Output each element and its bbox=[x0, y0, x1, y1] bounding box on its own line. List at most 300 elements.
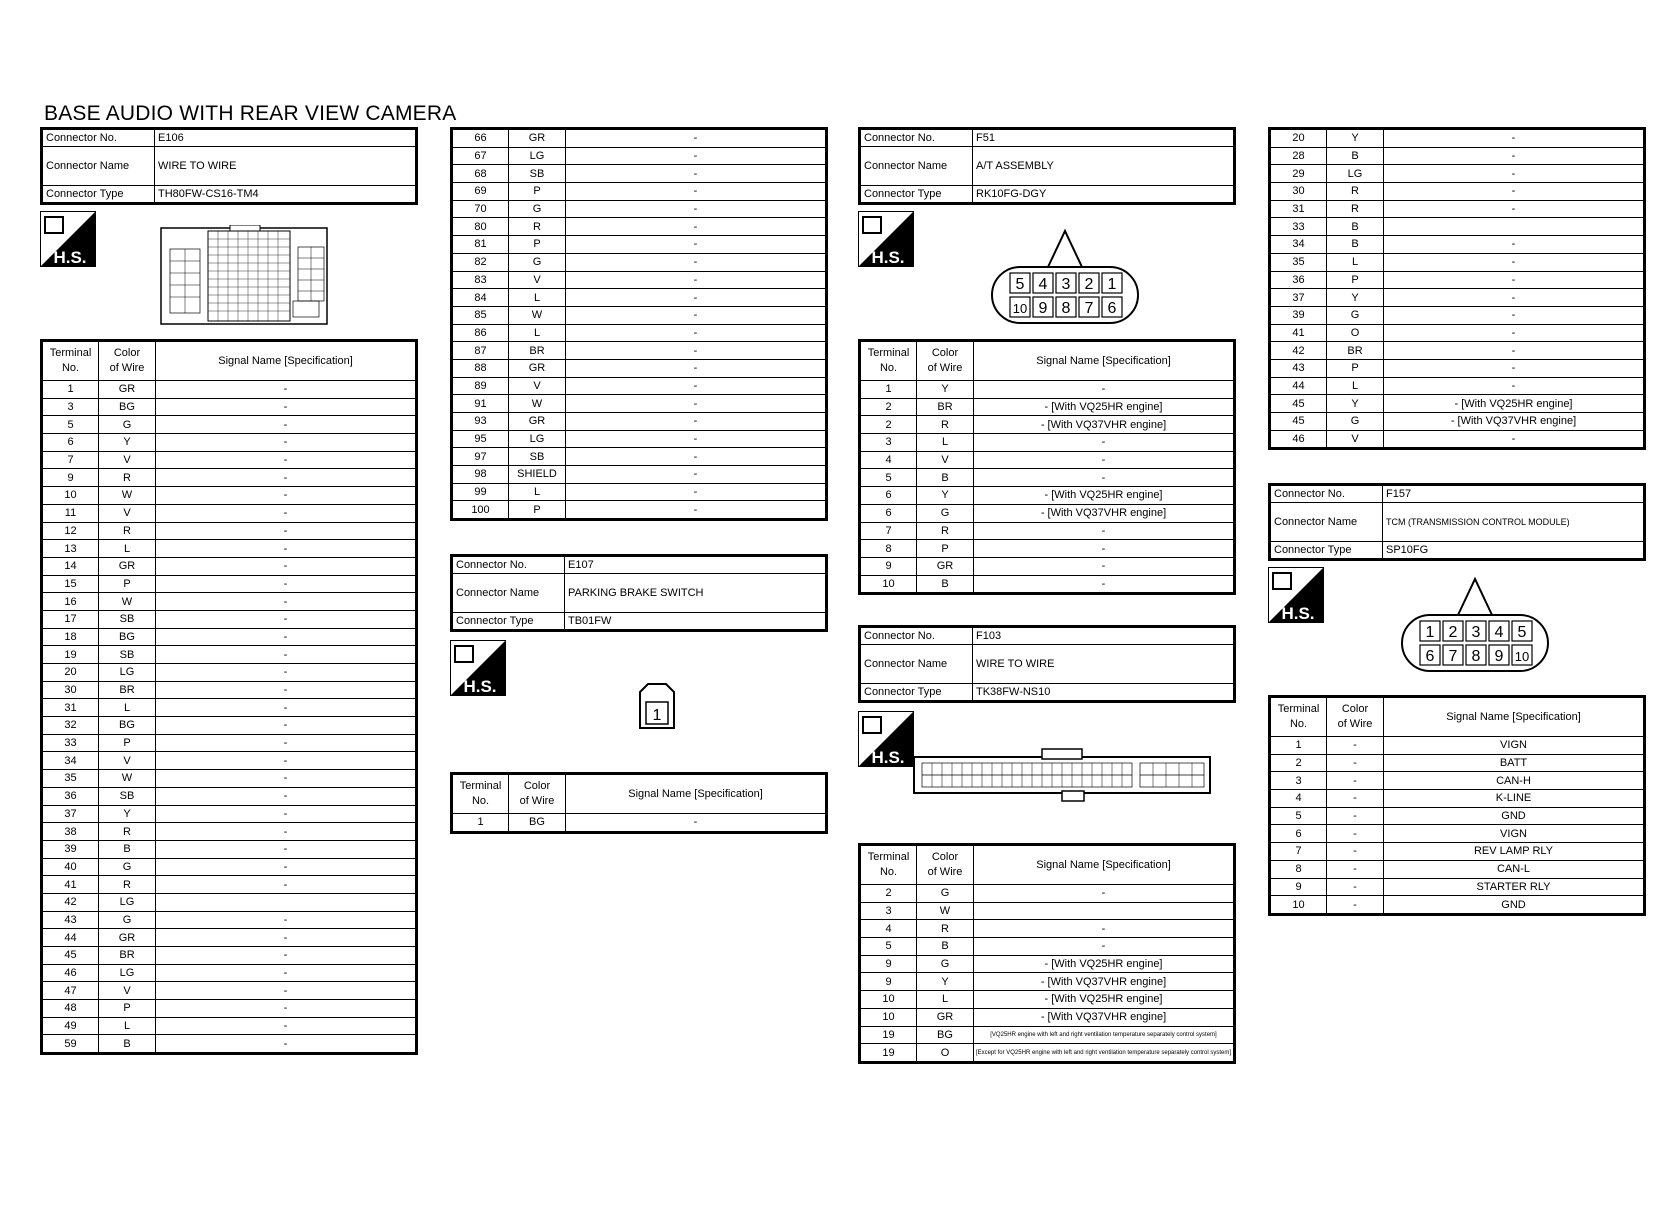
pin-label: 10 bbox=[1012, 301, 1028, 316]
table-row bbox=[452, 306, 827, 324]
table-row bbox=[860, 991, 1235, 1009]
page-title: BASE AUDIO WITH REAR VIEW CAMERA bbox=[44, 102, 457, 125]
table-row bbox=[860, 973, 1235, 991]
signal-cell: - bbox=[156, 522, 417, 540]
signal-cell: - bbox=[566, 306, 827, 324]
color-cell: L bbox=[99, 540, 156, 558]
table-row bbox=[42, 646, 417, 664]
table-row bbox=[452, 448, 827, 466]
table-row bbox=[1270, 253, 1645, 271]
signal-cell: - bbox=[566, 253, 827, 271]
pin-label: 8 bbox=[1061, 300, 1071, 317]
table-row bbox=[1270, 306, 1645, 324]
terminal-cell: 67 bbox=[452, 147, 509, 165]
color-cell: - bbox=[1327, 754, 1384, 772]
terminal-cell: 85 bbox=[452, 306, 509, 324]
table-row bbox=[1270, 271, 1645, 289]
table-row bbox=[1270, 359, 1645, 377]
signal-cell: - bbox=[566, 814, 827, 833]
header-terminal: Terminal No. bbox=[42, 341, 99, 381]
signal-cell: - bbox=[566, 147, 827, 165]
connector-name-value: TCM (TRANSMISSION CONTROL MODULE) bbox=[1383, 503, 1645, 542]
terminal-cell: 88 bbox=[452, 359, 509, 377]
table-row bbox=[1270, 183, 1645, 201]
connector-info-e106 bbox=[40, 127, 418, 205]
color-cell: B bbox=[1327, 147, 1384, 165]
signal-cell: - bbox=[156, 1017, 417, 1035]
table-row bbox=[860, 955, 1235, 973]
pin-label: 10 bbox=[1514, 649, 1530, 664]
signal-cell: - bbox=[156, 610, 417, 628]
signal-cell: - bbox=[566, 359, 827, 377]
label-connector-name: Connector Name bbox=[1270, 503, 1383, 542]
signal-cell: - bbox=[156, 752, 417, 770]
connector-no-value: E107 bbox=[565, 556, 827, 574]
signal-cell: - bbox=[1384, 324, 1645, 342]
color-cell: Y bbox=[1327, 395, 1384, 413]
signal-cell: GND bbox=[1384, 807, 1645, 825]
color-cell: Y bbox=[1327, 129, 1384, 148]
color-cell: G bbox=[99, 911, 156, 929]
color-cell: G bbox=[917, 504, 974, 522]
color-cell: V bbox=[1327, 430, 1384, 449]
color-cell: P bbox=[1327, 359, 1384, 377]
terminal-cell: 7 bbox=[1270, 843, 1327, 861]
terminal-cell: 29 bbox=[1270, 165, 1327, 183]
connector-no-value: E106 bbox=[155, 129, 417, 147]
signal-cell: - bbox=[156, 434, 417, 452]
pin-label: 3 bbox=[1061, 276, 1071, 293]
color-cell: W bbox=[99, 487, 156, 505]
terminal-cell: 39 bbox=[1270, 306, 1327, 324]
signal-cell: - bbox=[156, 823, 417, 841]
pin-table-e107 bbox=[450, 772, 828, 834]
terminal-cell: 6 bbox=[42, 434, 99, 452]
signal-cell: - bbox=[1384, 342, 1645, 360]
pin-label: 3 bbox=[1471, 624, 1481, 641]
table-row bbox=[42, 593, 417, 611]
color-cell: W bbox=[509, 395, 566, 413]
table-row bbox=[860, 416, 1235, 434]
table-row bbox=[42, 469, 417, 487]
color-cell: GR bbox=[917, 557, 974, 575]
terminal-cell: 1 bbox=[452, 814, 509, 833]
terminal-cell: 1 bbox=[1270, 737, 1327, 755]
table-row bbox=[860, 920, 1235, 938]
terminal-cell: 16 bbox=[42, 593, 99, 611]
color-cell: BG bbox=[917, 1026, 974, 1044]
color-cell: - bbox=[1327, 772, 1384, 790]
signal-cell: - bbox=[974, 381, 1235, 399]
color-cell: LG bbox=[509, 430, 566, 448]
label-connector-type: Connector Type bbox=[860, 684, 973, 702]
color-cell: V bbox=[509, 377, 566, 395]
table-row bbox=[42, 717, 417, 735]
terminal-cell: 20 bbox=[1270, 129, 1327, 148]
svg-text:1: 1 bbox=[652, 707, 662, 724]
table-row bbox=[452, 466, 827, 484]
signal-cell: - bbox=[156, 982, 417, 1000]
signal-cell: - bbox=[566, 165, 827, 183]
table-row bbox=[860, 938, 1235, 956]
signal-cell: - bbox=[156, 469, 417, 487]
pin-table-e106-continued bbox=[450, 127, 828, 521]
connector-type-value: TK38FW-NS10 bbox=[973, 684, 1235, 702]
color-cell: L bbox=[99, 699, 156, 717]
table-row bbox=[1270, 807, 1645, 825]
signal-cell: [VQ25HR engine with left and right ventilation temperature separately control system] bbox=[974, 1026, 1235, 1044]
color-cell: G bbox=[509, 253, 566, 271]
color-cell: BR bbox=[509, 342, 566, 360]
color-cell: LG bbox=[99, 893, 156, 911]
signal-cell: - [With VQ37VHR engine] bbox=[974, 1008, 1235, 1026]
signal-cell: - bbox=[566, 413, 827, 431]
signal-cell: - bbox=[156, 770, 417, 788]
table-row bbox=[860, 1026, 1235, 1044]
header-color: Color of Wire bbox=[917, 341, 974, 381]
table-row bbox=[860, 1044, 1235, 1063]
signal-cell: - bbox=[566, 395, 827, 413]
signal-cell: VIGN bbox=[1384, 737, 1645, 755]
signal-cell: - bbox=[974, 920, 1235, 938]
terminal-cell: 84 bbox=[452, 289, 509, 307]
signal-cell bbox=[1384, 218, 1645, 236]
signal-cell bbox=[156, 893, 417, 911]
table-row bbox=[42, 487, 417, 505]
table-row bbox=[42, 664, 417, 682]
color-cell: G bbox=[1327, 306, 1384, 324]
signal-cell: - bbox=[1384, 271, 1645, 289]
color-cell: LG bbox=[99, 664, 156, 682]
signal-cell: - bbox=[974, 434, 1235, 452]
table-row bbox=[42, 823, 417, 841]
signal-cell: - [With VQ25HR engine] bbox=[974, 487, 1235, 505]
hs-connector-icon bbox=[1268, 567, 1324, 623]
label-connector-type: Connector Type bbox=[42, 186, 155, 204]
terminal-cell: 91 bbox=[452, 395, 509, 413]
terminal-cell: 70 bbox=[452, 200, 509, 218]
terminal-cell: 5 bbox=[860, 469, 917, 487]
terminal-cell: 37 bbox=[42, 805, 99, 823]
signal-cell: - bbox=[566, 200, 827, 218]
signal-cell: - bbox=[156, 575, 417, 593]
terminal-cell: 9 bbox=[42, 469, 99, 487]
signal-cell: - [With VQ37VHR engine] bbox=[1384, 413, 1645, 431]
signal-cell: - bbox=[1384, 236, 1645, 254]
header-signal: Signal Name [Specification] bbox=[1384, 697, 1645, 737]
table-row bbox=[42, 787, 417, 805]
connector-type-value: SP10FG bbox=[1383, 542, 1645, 560]
table-row bbox=[452, 183, 827, 201]
svg-text:H.S.: H.S. bbox=[871, 748, 905, 767]
signal-cell: - bbox=[156, 717, 417, 735]
terminal-cell: 31 bbox=[42, 699, 99, 717]
table-row bbox=[1270, 236, 1645, 254]
table-row bbox=[452, 501, 827, 520]
table-row bbox=[1270, 843, 1645, 861]
terminal-cell: 32 bbox=[42, 717, 99, 735]
hs-connector-icon bbox=[858, 711, 914, 767]
table-row bbox=[452, 483, 827, 501]
color-cell: - bbox=[1327, 878, 1384, 896]
table-row bbox=[1270, 772, 1645, 790]
terminal-cell: 33 bbox=[42, 734, 99, 752]
signal-cell: - bbox=[156, 451, 417, 469]
terminal-cell: 5 bbox=[1270, 807, 1327, 825]
table-row bbox=[42, 964, 417, 982]
terminal-cell: 15 bbox=[42, 575, 99, 593]
terminal-cell: 7 bbox=[42, 451, 99, 469]
color-cell: - bbox=[1327, 843, 1384, 861]
signal-cell: - bbox=[566, 183, 827, 201]
color-cell: V bbox=[99, 451, 156, 469]
table-row bbox=[860, 469, 1235, 487]
table-row bbox=[860, 451, 1235, 469]
table-row bbox=[42, 504, 417, 522]
table-row bbox=[452, 289, 827, 307]
connector-face-diagram bbox=[1400, 575, 1550, 675]
terminal-cell: 86 bbox=[452, 324, 509, 342]
table-row bbox=[42, 434, 417, 452]
color-cell: Y bbox=[1327, 289, 1384, 307]
signal-cell: - bbox=[566, 271, 827, 289]
table-row bbox=[1270, 878, 1645, 896]
table-row bbox=[1270, 896, 1645, 915]
pin-label: 2 bbox=[1084, 276, 1094, 293]
color-cell: P bbox=[509, 183, 566, 201]
color-cell: Y bbox=[99, 434, 156, 452]
terminal-cell: 47 bbox=[42, 982, 99, 1000]
color-cell: G bbox=[99, 416, 156, 434]
connector-e107 bbox=[450, 554, 828, 834]
signal-cell: CAN-L bbox=[1384, 860, 1645, 878]
terminal-cell: 44 bbox=[1270, 377, 1327, 395]
table-row bbox=[452, 324, 827, 342]
signal-cell: - bbox=[156, 947, 417, 965]
terminal-cell: 13 bbox=[42, 540, 99, 558]
terminal-cell: 36 bbox=[42, 787, 99, 805]
table-row bbox=[42, 947, 417, 965]
terminal-cell: 19 bbox=[42, 646, 99, 664]
color-cell: B bbox=[917, 938, 974, 956]
table-row bbox=[42, 557, 417, 575]
signal-cell: - bbox=[156, 664, 417, 682]
signal-cell: - bbox=[156, 840, 417, 858]
table-row bbox=[860, 885, 1235, 903]
color-cell: LG bbox=[509, 147, 566, 165]
signal-cell: - bbox=[156, 929, 417, 947]
label-connector-name: Connector Name bbox=[860, 645, 973, 684]
terminal-cell: 41 bbox=[42, 876, 99, 894]
terminal-cell: 14 bbox=[42, 557, 99, 575]
table-row bbox=[860, 504, 1235, 522]
color-cell: W bbox=[509, 306, 566, 324]
signal-cell: - bbox=[1384, 359, 1645, 377]
terminal-cell: 28 bbox=[1270, 147, 1327, 165]
pin-label: 2 bbox=[1448, 624, 1458, 641]
label-connector-name: Connector Name bbox=[860, 147, 973, 186]
terminal-cell: 10 bbox=[1270, 896, 1327, 915]
table-row bbox=[42, 381, 417, 399]
signal-cell: - bbox=[156, 876, 417, 894]
signal-cell: - [With VQ25HR engine] bbox=[974, 398, 1235, 416]
terminal-cell: 35 bbox=[42, 770, 99, 788]
table-row bbox=[42, 628, 417, 646]
terminal-cell: 89 bbox=[452, 377, 509, 395]
connector-no-value: F103 bbox=[973, 627, 1235, 645]
terminal-cell: 66 bbox=[452, 129, 509, 148]
color-cell: - bbox=[1327, 737, 1384, 755]
terminal-cell: 43 bbox=[1270, 359, 1327, 377]
pin-label: 9 bbox=[1494, 648, 1504, 665]
signal-cell: - bbox=[974, 522, 1235, 540]
color-cell: P bbox=[509, 236, 566, 254]
terminal-cell: 45 bbox=[1270, 413, 1327, 431]
header-color: Color of Wire bbox=[509, 774, 566, 814]
color-cell: W bbox=[99, 770, 156, 788]
signal-cell: STARTER RLY bbox=[1384, 878, 1645, 896]
signal-cell: - bbox=[156, 734, 417, 752]
terminal-cell: 9 bbox=[860, 557, 917, 575]
terminal-cell: 19 bbox=[860, 1026, 917, 1044]
connector-f157 bbox=[1268, 483, 1646, 916]
table-row bbox=[452, 814, 827, 833]
color-cell: LG bbox=[99, 964, 156, 982]
terminal-cell: 10 bbox=[860, 575, 917, 594]
color-cell: BG bbox=[99, 398, 156, 416]
color-cell: G bbox=[99, 858, 156, 876]
color-cell: R bbox=[99, 522, 156, 540]
table-row bbox=[42, 540, 417, 558]
terminal-cell: 19 bbox=[860, 1044, 917, 1063]
terminal-cell: 37 bbox=[1270, 289, 1327, 307]
terminal-cell: 30 bbox=[1270, 183, 1327, 201]
table-row bbox=[42, 893, 417, 911]
table-row bbox=[42, 1035, 417, 1054]
terminal-cell: 3 bbox=[1270, 772, 1327, 790]
connector-name-value: PARKING BRAKE SWITCH bbox=[565, 574, 827, 613]
terminal-cell: 100 bbox=[452, 501, 509, 520]
label-connector-name: Connector Name bbox=[42, 147, 155, 186]
table-row bbox=[1270, 218, 1645, 236]
table-row bbox=[42, 805, 417, 823]
color-cell: V bbox=[917, 451, 974, 469]
color-cell: GR bbox=[99, 929, 156, 947]
signal-cell: - [With VQ37VHR engine] bbox=[974, 504, 1235, 522]
terminal-cell: 5 bbox=[860, 938, 917, 956]
table-row bbox=[1270, 430, 1645, 449]
signal-cell: - bbox=[1384, 165, 1645, 183]
label-connector-no: Connector No. bbox=[42, 129, 155, 147]
table-row bbox=[860, 381, 1235, 399]
color-cell: - bbox=[1327, 896, 1384, 915]
pin-label: 6 bbox=[1107, 300, 1117, 317]
terminal-cell: 20 bbox=[42, 664, 99, 682]
terminal-cell: 8 bbox=[1270, 860, 1327, 878]
table-row bbox=[42, 451, 417, 469]
signal-cell: - bbox=[974, 540, 1235, 558]
connector-f51 bbox=[858, 127, 1236, 595]
pin-label: 4 bbox=[1494, 624, 1504, 641]
terminal-cell: 69 bbox=[452, 183, 509, 201]
color-cell: SB bbox=[509, 165, 566, 183]
terminal-cell: 12 bbox=[42, 522, 99, 540]
terminal-cell: 48 bbox=[42, 1000, 99, 1018]
terminal-cell: 6 bbox=[860, 504, 917, 522]
color-cell: - bbox=[1327, 790, 1384, 808]
signal-cell: - bbox=[156, 416, 417, 434]
table-row bbox=[452, 377, 827, 395]
terminal-cell: 43 bbox=[42, 911, 99, 929]
pin-label: 4 bbox=[1038, 276, 1048, 293]
color-cell: B bbox=[1327, 218, 1384, 236]
connector-type-value: RK10FG-DGY bbox=[973, 186, 1235, 204]
svg-text:H.S.: H.S. bbox=[53, 248, 87, 267]
connector-face-diagram bbox=[990, 227, 1140, 327]
terminal-cell: 99 bbox=[452, 483, 509, 501]
terminal-cell: 7 bbox=[860, 522, 917, 540]
label-connector-no: Connector No. bbox=[860, 627, 973, 645]
terminal-cell: 4 bbox=[1270, 790, 1327, 808]
table-row bbox=[1270, 147, 1645, 165]
signal-cell: - [With VQ37VHR engine] bbox=[974, 973, 1235, 991]
color-cell: R bbox=[99, 876, 156, 894]
color-cell: P bbox=[509, 501, 566, 520]
color-cell: GR bbox=[99, 557, 156, 575]
header-terminal: Terminal No. bbox=[860, 845, 917, 885]
color-cell: GR bbox=[509, 359, 566, 377]
table-row bbox=[42, 858, 417, 876]
terminal-cell: 36 bbox=[1270, 271, 1327, 289]
color-cell: Y bbox=[917, 973, 974, 991]
color-cell: SB bbox=[509, 448, 566, 466]
color-cell: L bbox=[509, 483, 566, 501]
signal-cell: - bbox=[566, 324, 827, 342]
terminal-cell: 9 bbox=[1270, 878, 1327, 896]
table-row bbox=[860, 434, 1235, 452]
table-row bbox=[452, 413, 827, 431]
table-row bbox=[1270, 395, 1645, 413]
signal-cell: - bbox=[974, 938, 1235, 956]
terminal-cell: 41 bbox=[1270, 324, 1327, 342]
color-cell: Y bbox=[917, 487, 974, 505]
signal-cell: BATT bbox=[1384, 754, 1645, 772]
label-connector-no: Connector No. bbox=[860, 129, 973, 147]
table-row bbox=[42, 522, 417, 540]
signal-cell: - [With VQ25HR engine] bbox=[1384, 395, 1645, 413]
signal-cell: - bbox=[1384, 306, 1645, 324]
label-connector-no: Connector No. bbox=[1270, 485, 1383, 503]
pin-label: 1 bbox=[1425, 624, 1435, 641]
signal-cell: - bbox=[566, 483, 827, 501]
terminal-cell: 2 bbox=[860, 416, 917, 434]
connector-info-e107 bbox=[450, 554, 828, 632]
table-row bbox=[1270, 324, 1645, 342]
color-cell: - bbox=[1327, 807, 1384, 825]
signal-cell: - bbox=[156, 398, 417, 416]
label-connector-type: Connector Type bbox=[452, 613, 565, 631]
terminal-cell: 42 bbox=[1270, 342, 1327, 360]
table-row bbox=[452, 271, 827, 289]
connector-f51-continued bbox=[1268, 127, 1646, 450]
table-row bbox=[42, 770, 417, 788]
table-row bbox=[860, 487, 1235, 505]
signal-cell: - bbox=[566, 218, 827, 236]
table-row bbox=[42, 575, 417, 593]
connector-face-diagram bbox=[912, 745, 1212, 805]
signal-cell: - bbox=[156, 381, 417, 399]
signal-cell: - bbox=[974, 469, 1235, 487]
